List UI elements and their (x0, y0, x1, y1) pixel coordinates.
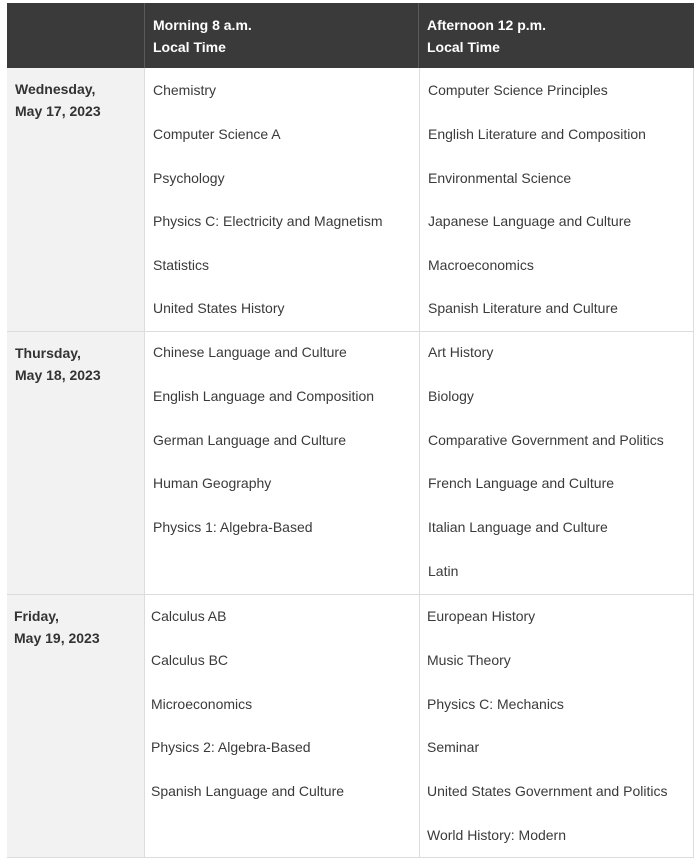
afternoon-cell (419, 332, 695, 594)
list-item: Chinese Language and Culture (153, 344, 347, 360)
list-item: English Literature and Composition (428, 126, 646, 142)
list-item: Physics C: Mechanics (427, 696, 564, 712)
day-row-thursday (7, 332, 694, 594)
list-item: Spanish Language and Culture (151, 783, 345, 799)
list-item: Seminar (427, 739, 480, 755)
list-item: Statistics (153, 257, 210, 273)
morning-cell (145, 332, 418, 594)
list-item: Biology (428, 388, 474, 404)
table-right-border (693, 68, 694, 858)
list-item: French Language and Culture (428, 475, 615, 491)
list-item: Macroeconomics (428, 257, 534, 273)
day-name: Friday, (14, 608, 59, 624)
list-item: Chemistry (153, 82, 217, 98)
afternoon-cell (419, 595, 695, 857)
list-item: Computer Science A (153, 126, 281, 142)
date-label (15, 78, 101, 122)
date-cell (7, 68, 145, 331)
day-date: May 18, 2023 (15, 367, 101, 383)
list-item: Physics 2: Algebra-Based (151, 739, 311, 755)
date-cell (7, 595, 145, 857)
list-item: Calculus AB (151, 608, 227, 624)
list-item: United States Government and Politics (427, 783, 668, 799)
list-item: Computer Science Principles (428, 82, 608, 98)
date-label (14, 605, 100, 649)
day-name: Wednesday, (15, 81, 96, 97)
day-date: May 19, 2023 (14, 630, 100, 646)
list-item: Human Geography (153, 475, 272, 491)
table-header (7, 3, 694, 68)
list-item: Physics C: Electricity and Magnetism (153, 213, 383, 229)
list-item: Art History (428, 344, 494, 360)
list-item: Comparative Government and Politics (428, 432, 664, 448)
list-item: German Language and Culture (153, 432, 347, 448)
day-row-friday (7, 595, 694, 857)
morning-header-zone: Local Time (153, 39, 226, 55)
list-item: Calculus BC (151, 652, 229, 668)
afternoon-header-zone: Local Time (427, 39, 500, 55)
afternoon-cell (419, 68, 695, 331)
list-item: Environmental Science (428, 170, 572, 186)
day-row-wednesday (7, 68, 694, 331)
morning-cell (145, 68, 418, 331)
date-label (15, 342, 101, 386)
day-date: May 17, 2023 (15, 103, 101, 119)
list-item: United States History (153, 300, 285, 316)
list-item: Japanese Language and Culture (428, 213, 632, 229)
list-item: European History (427, 608, 536, 624)
list-item: Latin (428, 563, 459, 579)
list-item: Microeconomics (151, 696, 253, 712)
table-bottom-border (7, 857, 694, 858)
header-divider (418, 3, 419, 68)
header-divider (144, 3, 145, 68)
date-cell (7, 332, 145, 594)
morning-cell (145, 595, 418, 857)
list-item: English Language and Composition (153, 388, 375, 404)
list-item: Physics 1: Algebra-Based (153, 519, 313, 535)
list-item: Music Theory (427, 652, 511, 668)
day-name: Thursday, (15, 345, 81, 361)
list-item: Spanish Literature and Culture (428, 300, 618, 316)
list-item: Psychology (153, 170, 225, 186)
list-item: Italian Language and Culture (428, 519, 608, 535)
list-item: World History: Modern (427, 827, 567, 843)
afternoon-header-time: Afternoon 12 p.m. (427, 17, 547, 33)
morning-header-time: Morning 8 a.m. (153, 17, 252, 33)
